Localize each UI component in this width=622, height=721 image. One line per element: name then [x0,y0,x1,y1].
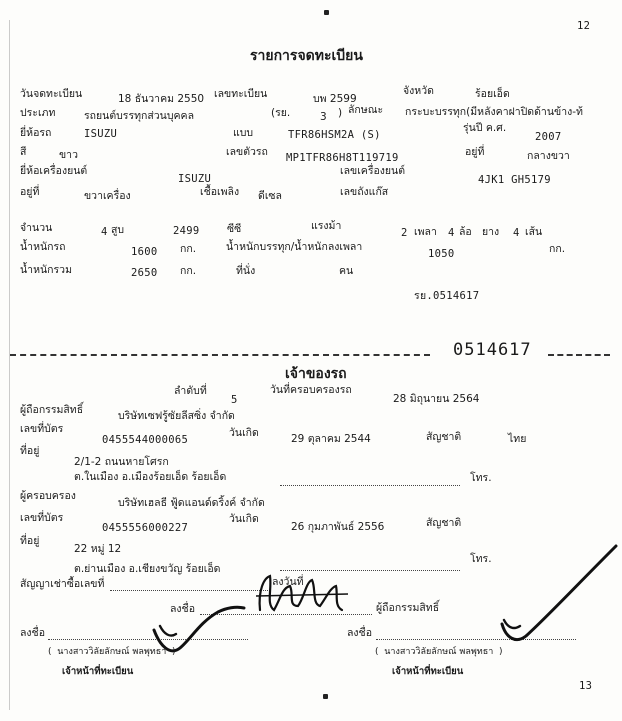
tel1-line [280,485,460,486]
rs-label: (รย. [271,107,291,119]
gross-weight-unit: กก. [180,265,197,277]
officer-left-name-text: นางสาววิลัยลักษณ์ พลพุทธา [57,647,167,657]
perforation-left [10,354,430,356]
order-label: ลำดับที่ [174,385,207,397]
holder-value: บริษัทเซฟรู้ซัยลีสซิ่ง จำกัด [118,410,235,422]
scan-edge [9,20,10,710]
officer-right-name: ( นางสาววิลัยลักษณ์ พลพุทธา ) [375,647,503,657]
seat-label: ที่นั่ง [236,265,256,277]
axle-value: 2 [401,227,408,239]
id2-label: เลขที่บัตร [20,512,64,524]
reg-date-value: 18 ธันวาคม 2550 [118,93,205,105]
possession-date-value: 28 มิถุนายน 2564 [393,393,480,405]
birth2-value: 26 กุมภาพันธ์ 2556 [291,521,385,533]
officer-right-sign-label: ลงชื่อ [347,627,372,639]
holder-label: ผู้ถือกรรมสิทธิ์ [20,404,84,416]
engine-brand-label: ยี่ห้อเครื่องยนต์ [20,165,88,177]
weight-value: 1600 [131,246,158,258]
horsepower-label: แรงม้า [311,220,342,232]
contract-line [110,590,268,591]
page-number-top: 12 [577,20,591,32]
fuel-label: เชื้อเพลิง [200,186,240,198]
occupier-value: บริษัทเฮลธี ฟู้ดแอนด์ดริ้งค์ จำกัด [118,497,265,509]
cylinders-unit: สูบ [111,224,125,236]
load-unit: กก. [549,243,566,255]
officer-right-signature [480,540,620,650]
engine-location-value: ขวาเครื่อง [84,190,131,202]
load-value: 1050 [428,248,455,260]
date-sign-label: ลงวันที่ [272,576,304,588]
tel1-label: โทร. [470,472,492,484]
model-year-value: 2007 [535,131,562,143]
tire-unit: เส้น [525,226,543,238]
vin-label: เลขตัวรถ [226,146,268,158]
vin-value: MP1TFR86H8T119719 [286,152,399,164]
officer-left-name: ( นางสาววิลัยลักษณ์ พลพุทธา ) [48,647,176,657]
birth1-value: 29 ตุลาคม 2544 [291,433,371,445]
id2-value: 0455556000227 [102,522,189,534]
gross-weight-label: น้ำหนักรวม [20,264,72,276]
tel2-label: โทร. [470,553,492,565]
binding-mark-bottom [323,694,328,699]
address1-line1: 2/1-2 ถนนหายโศรก [74,456,169,468]
address2-line2: ต.ย่านเมือง อ.เชียงขวัญ ร้อยเอ็ด [74,563,221,575]
possession-date-label: วันที่ครอบครองรถ [270,384,352,396]
page-number-bottom: 13 [579,680,593,692]
cc-unit: ซีซี [227,223,242,235]
perforation-right [548,354,610,356]
officer-left-title: เจ้าหน้าที่ทะเบียน [62,666,134,677]
engine-location-label: อยู่ที่ [20,186,40,198]
nationality2-label: สัญชาติ [426,517,462,529]
character-label: ลักษณะ [348,104,384,116]
brand-value: ISUZU [84,128,118,140]
color-label: สี [20,146,27,158]
document-reference: รย.0514617 [414,290,480,302]
engine-no-label: เลขเครื่องยนต์ [340,165,406,177]
gas-tank-label: เลขถังแก๊ส [340,186,389,198]
wheel-value: 4 [448,227,455,239]
holder-sign-caption: ผู้ถือกรรมสิทธิ์ [376,602,440,614]
address2-line1: 22 หมู่ 12 [74,543,122,555]
serial-number: 0514617 [453,340,532,360]
holder-sign-label: ลงชื่อ [170,603,195,615]
id1-label: เลขที่บัตร [20,423,64,435]
tire-label: ยาง [482,226,500,238]
officer-left-sign-label: ลงชื่อ [20,627,45,639]
reg-date-label: วันจดทะเบียน [20,88,83,100]
tire-value: 4 [513,227,520,239]
address1-line2: ต.ในเมือง อ.เมืองร้อยเอ็ด ร้อยเอ็ด [74,471,227,483]
address1-label: ที่อยู่ [20,445,40,457]
id1-value: 0455544000065 [102,434,189,446]
fuel-value: ดีเซล [258,190,282,202]
order-value: 5 [231,394,238,406]
owner-signature [250,570,360,620]
weight-label: น้ำหนักรถ [20,241,66,253]
birth2-label: วันเกิด [229,513,259,525]
officer-right-name-text: นางสาววิลัยลักษณ์ พลพุทธา [384,647,494,657]
character-value: กระบะบรรทุก(มีหลังคาฝาปิดด้านข้าง-ท้ [405,106,583,118]
cylinders-label: จำนวน [20,222,53,234]
vin-location-label: อยู่ที่ [465,146,485,158]
seat-unit: คน [339,265,354,277]
reg-no-label: เลขทะเบียน [214,88,268,100]
model-year-label: รุ่นปี ค.ศ. [463,122,507,134]
document-title: รายการจดทะเบียน [250,48,363,64]
reg-no-value: บพ 2599 [313,93,357,105]
province-label: จังหวัด [403,85,434,97]
engine-brand-value: ISUZU [178,173,212,185]
engine-no-value: 4JK1 GH5179 [478,174,551,186]
owner-heading: เจ้าของรถ [285,366,347,382]
model-value: TFR86HSM2A (S) [288,129,381,141]
weight-unit: กก. [180,243,197,255]
type-value: รถยนต์บรรทุกส่วนบุคคล [84,110,194,122]
cc-value: 2499 [173,225,200,237]
occupier-label: ผู้ครอบครอง [20,490,76,502]
contract-label: สัญญาเช่าซื้อเลขที่ [20,578,105,590]
nationality1-label: สัญชาติ [426,431,462,443]
binding-mark [324,10,329,15]
vin-location-value: กลางขวา [527,150,570,162]
load-label: น้ำหนักบรรทุก/น้ำหนักลงเพลา [226,241,363,253]
brand-label: ยี่ห้อรถ [20,127,52,139]
gross-weight-value: 2650 [131,267,158,279]
officer-right-title: เจ้าหน้าที่ทะเบียน [392,666,464,677]
color-value: ขาว [59,149,78,161]
rs-value: 3 [320,111,327,123]
cylinders-value: 4 [101,226,108,238]
address2-label: ที่อยู่ [20,535,40,547]
type-label: ประเภท [20,107,56,119]
axle-unit: เพลา [414,226,437,238]
birth1-label: วันเกิด [229,427,259,439]
province-value: ร้อยเอ็ด [475,88,510,100]
wheel-unit: ล้อ [459,226,472,238]
rs-close: ) [338,107,343,119]
model-label: แบบ [233,127,254,139]
nationality1-value: ไทย [508,433,527,445]
